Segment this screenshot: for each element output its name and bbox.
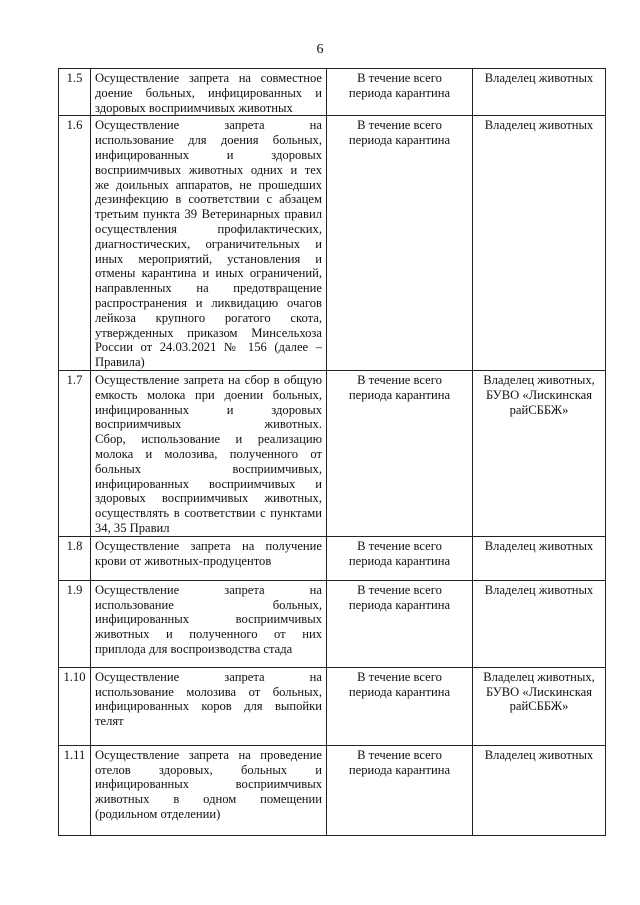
measure-description bbox=[91, 370, 327, 536]
text-line: инфицированных восприимчивых bbox=[95, 612, 322, 627]
table-row bbox=[59, 745, 606, 835]
text-line: периода карантина bbox=[348, 684, 451, 699]
text-line: инфицированных и здоровых bbox=[95, 402, 322, 417]
text-line: периода карантина bbox=[348, 133, 451, 148]
text-line: В течение всего bbox=[357, 71, 442, 85]
table-row bbox=[59, 580, 606, 667]
text-line: Сбор, использование и реализацию bbox=[95, 432, 322, 447]
text-line: периода карантина bbox=[348, 387, 451, 402]
text-line: использование молозива от больных, bbox=[95, 684, 322, 699]
deadline bbox=[327, 69, 473, 116]
text-line: направленных на предотвращение bbox=[95, 281, 322, 296]
deadline bbox=[327, 667, 473, 745]
text-line: емкость молока при доении больных, bbox=[95, 387, 322, 402]
text-line: больных восприимчивых, bbox=[95, 461, 322, 476]
measure-description bbox=[91, 745, 327, 835]
item-number: 1.8 bbox=[59, 536, 91, 580]
text-line: осуществлять в соответствии с пунктами bbox=[95, 506, 322, 521]
text-line: Осуществление запрета на bbox=[95, 669, 322, 684]
text-line: Осуществление запрета на совместное bbox=[95, 71, 322, 85]
measure-description bbox=[91, 69, 327, 116]
text-line: БУВО «Лискинская bbox=[485, 684, 592, 699]
text-line: молока и молозива, полученного от bbox=[95, 446, 322, 461]
deadline bbox=[327, 370, 473, 536]
text-line: Правила) bbox=[95, 355, 145, 370]
text-line: крови от животных-продуцентов bbox=[95, 553, 272, 568]
deadline bbox=[327, 536, 473, 580]
text-line: В течение всего bbox=[357, 372, 442, 387]
item-number: 1.11 bbox=[59, 745, 91, 835]
text-line: 34, 35 Правил bbox=[95, 520, 170, 535]
text-line: райСББЖ» bbox=[509, 402, 569, 417]
text-line: животных и полученного от них bbox=[95, 627, 322, 642]
text-line: инфицированных коров для выпойки bbox=[95, 699, 322, 714]
text-line: использование для доения больных, bbox=[95, 133, 322, 148]
text-line: осуществления профилактических, bbox=[95, 221, 322, 236]
responsible bbox=[473, 370, 606, 536]
text-line: (родильном отделении) bbox=[95, 806, 221, 821]
text-line: доение больных, инфицированных и bbox=[95, 85, 322, 100]
text-line: инфицированных восприимчивых и bbox=[95, 476, 322, 491]
deadline bbox=[327, 580, 473, 667]
responsible bbox=[473, 536, 606, 580]
text-line: Владелец животных, bbox=[483, 372, 595, 387]
measure-description bbox=[91, 536, 327, 580]
text-line: диагностических, ограничительных и bbox=[95, 236, 322, 251]
text-line: Владелец животных bbox=[484, 71, 594, 85]
measures-table bbox=[58, 68, 606, 836]
page-number: 6 bbox=[316, 42, 324, 57]
text-line: телят bbox=[95, 714, 124, 729]
responsible bbox=[473, 580, 606, 667]
text-line: периода карантина bbox=[348, 553, 451, 568]
text-line: периода карантина bbox=[348, 85, 451, 100]
text-line: В течение всего bbox=[357, 582, 442, 597]
text-line: Осуществление запрета на bbox=[95, 118, 322, 133]
text-line: В течение всего bbox=[357, 669, 442, 684]
text-line: Осуществление запрета на получение bbox=[95, 538, 322, 553]
text-line: дезинфекцию в соответствии с абзацем bbox=[95, 192, 322, 207]
text-line: приплода для воспроизводства стада bbox=[95, 641, 293, 656]
item-number: 1.5 bbox=[59, 69, 91, 116]
text-line: Владелец животных bbox=[484, 538, 594, 553]
table-row bbox=[59, 667, 606, 745]
text-line: В течение всего bbox=[357, 747, 442, 762]
text-line: распространения и ликвидацию очагов bbox=[95, 295, 322, 310]
text-line: России от 24.03.2021 № 156 (далее – bbox=[95, 340, 322, 355]
responsible bbox=[473, 69, 606, 116]
text-line: здоровых восприимчивых животных, bbox=[95, 491, 322, 506]
text-line: здоровых восприимчивых животных bbox=[95, 100, 293, 115]
text-line: восприимчивых животных. bbox=[95, 417, 322, 432]
responsible bbox=[473, 667, 606, 745]
table-row bbox=[59, 370, 606, 536]
text-line: В течение всего bbox=[357, 118, 442, 133]
measure-description bbox=[91, 116, 327, 371]
text-line: отелов здоровых, больных и bbox=[95, 762, 322, 777]
deadline bbox=[327, 116, 473, 371]
text-line: восприимчивых животных одних и тех bbox=[95, 162, 322, 177]
measure-description bbox=[91, 580, 327, 667]
text-line: инфицированных и здоровых bbox=[95, 147, 322, 162]
item-number: 1.9 bbox=[59, 580, 91, 667]
measure-description bbox=[91, 667, 327, 745]
text-line: Владелец животных bbox=[484, 118, 594, 133]
text-line: Владелец животных bbox=[484, 747, 594, 762]
table-row bbox=[59, 536, 606, 580]
item-number: 1.6 bbox=[59, 116, 91, 371]
text-line: Осуществление запрета на bbox=[95, 582, 322, 597]
item-number: 1.7 bbox=[59, 370, 91, 536]
text-line: использование больных, bbox=[95, 597, 322, 612]
text-line: отмены карантина и иных ограничений, bbox=[95, 266, 322, 281]
text-line: Осуществление запрета на сбор в общую bbox=[95, 372, 322, 387]
table-row bbox=[59, 69, 606, 116]
responsible bbox=[473, 116, 606, 371]
text-line: же доильных аппаратов, не прошедших bbox=[95, 177, 322, 192]
text-line: периода карантина bbox=[348, 597, 451, 612]
table-row bbox=[59, 116, 606, 371]
text-line: Осуществление запрета на проведение bbox=[95, 747, 322, 762]
text-line: Владелец животных bbox=[484, 582, 594, 597]
deadline bbox=[327, 745, 473, 835]
text-line: Владелец животных, bbox=[483, 669, 595, 684]
text-line: периода карантина bbox=[348, 762, 451, 777]
text-line: утвержденных приказом Минсельхоза bbox=[95, 325, 322, 340]
text-line: третьим пункта 39 Ветеринарных правил bbox=[95, 207, 322, 222]
text-line: иных мероприятий, установления и bbox=[95, 251, 322, 266]
text-line: лейкоза крупного рогатого скота, bbox=[95, 310, 322, 325]
responsible bbox=[473, 745, 606, 835]
text-line: животных в одном помещении bbox=[95, 792, 322, 807]
text-line: БУВО «Лискинская bbox=[485, 387, 592, 402]
item-number: 1.10 bbox=[59, 667, 91, 745]
text-line: райСББЖ» bbox=[509, 699, 569, 714]
text-line: В течение всего bbox=[357, 538, 442, 553]
text-line: инфицированных восприимчивых bbox=[95, 777, 322, 792]
